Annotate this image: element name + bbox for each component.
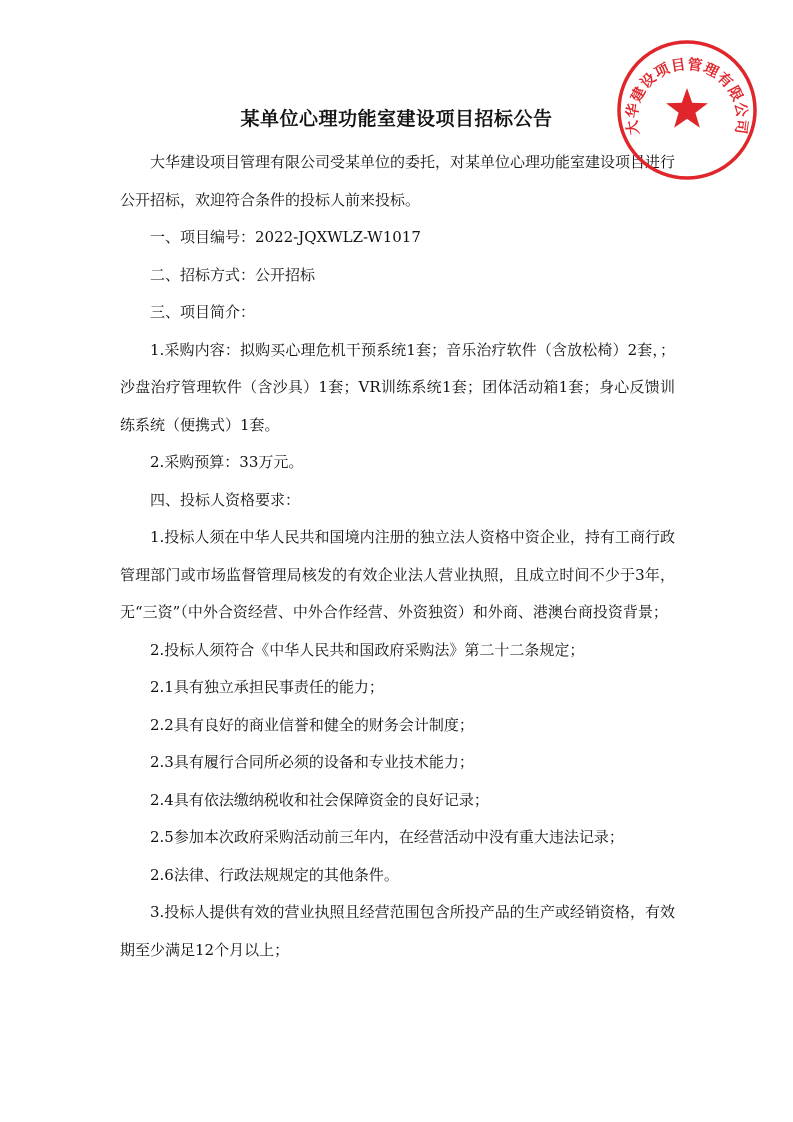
document-title: 某单位心理功能室建设项目招标公告 bbox=[240, 108, 553, 130]
paragraph-project-number: 一、项目编号：2022-JQXWLZ-W1017 bbox=[150, 228, 421, 246]
paragraph-intro: 大华建设项目管理有限公司受某单位的委托，对某单位心理功能室建设项目进行公开招标，欢迎符合条件的投标人前来投标。 bbox=[120, 153, 676, 209]
paragraph-project-intro-heading: 三、项目简介： bbox=[150, 303, 256, 321]
stamp-star-icon bbox=[666, 88, 708, 128]
paragraph-qualification-2-5: 2.5参加本次政府采购活动前三年内，在经营活动中没有重大违法记录； bbox=[150, 828, 624, 846]
paragraph-qualification-2-4: 2.4具有依法缴纳税收和社会保障资金的良好记录； bbox=[150, 790, 489, 809]
paragraph-qualification-2-2: 2.2具有良好的商业信誉和健全的财务会计制度； bbox=[150, 715, 474, 734]
paragraph-qualification-2: 2.投标人须符合《中华人民共和国政府采购法》第二十二条规定； bbox=[150, 640, 585, 659]
paragraph-bidding-method: 二、招标方式：公开招标 bbox=[150, 265, 316, 284]
stamp-text: 大华建设项目管理有限公司 bbox=[624, 56, 750, 136]
paragraph-qualification-2-1: 2.1具有独立承担民事责任的能力； bbox=[150, 678, 384, 696]
company-seal-stamp bbox=[613, 36, 761, 184]
paragraph-qualification-2-6: 2.6法律、行政法规规定的其他条件。 bbox=[150, 865, 399, 884]
document-body bbox=[120, 144, 675, 969]
paragraph-budget: 2.采购预算：33万元。 bbox=[150, 453, 304, 471]
paragraph-procurement-content: 1.采购内容：拟购买心理危机干预系统1套；音乐治疗软件（含放松椅）2套，；沙盘治疗管理软件（含沙具）1套；VR训练系统1套；团体活动箱1套；身心反馈训练系统（便携式）1套。 bbox=[120, 340, 675, 434]
paragraph-qualification-heading: 四、投标人资格要求： bbox=[150, 490, 301, 509]
paragraph-qualification-1: 1.投标人须在中华人民共和国境内注册的独立法人资格中资企业，持有工商行政管理部门或市场监督管理局核发的有效企业法人营业执照，且成立时间不少于3年，无“三资”（中外合资经营、中外合作经营、外资独资）和外商、港澳台商投资背景； bbox=[120, 528, 675, 621]
paragraph-qualification-3: 3.投标人提供有效的营业执照且经营范围包含所投产品的生产或经销资格，有效期至少满足12个月以上； bbox=[120, 903, 675, 959]
paragraph-qualification-2-3: 2.3具有履行合同所必须的设备和专业技术能力； bbox=[150, 753, 474, 771]
